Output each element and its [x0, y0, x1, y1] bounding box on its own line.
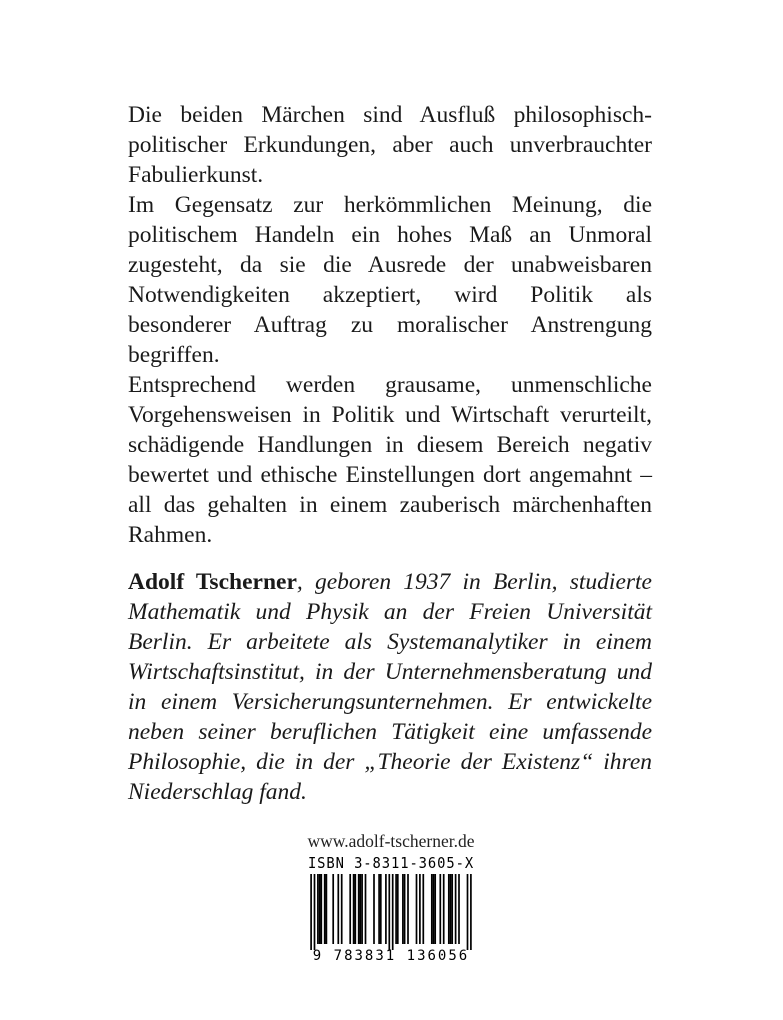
barcode-bar — [349, 874, 351, 944]
barcode-bar — [404, 874, 406, 944]
barcode-bar — [431, 874, 433, 944]
barcode-bar — [354, 874, 356, 944]
back-cover-blurb — [128, 100, 652, 550]
barcode-bar — [448, 874, 450, 944]
barcode-bar — [320, 874, 322, 944]
barcode-bar — [385, 874, 387, 944]
blurb-paragraph-2: Im Gegensatz zur herkömmlichen Meinung, die politischem Handeln ein hohes Maß an Unmoral zugesteht, da sie die Ausrede der unabweisbaren Notwendigkeiten akzeptiert, wird Politik als besonderer Auftrag zu moralischer Anstrengung begriffen. — [128, 192, 652, 368]
barcode-bar — [341, 874, 343, 944]
barcode-bar — [434, 874, 436, 944]
barcode-bar — [326, 874, 328, 944]
barcode-bar — [319, 874, 321, 944]
barcode-bar — [360, 874, 362, 944]
barcode-bar — [470, 874, 472, 950]
author-bio-text: , geboren 1937 in Berlin, studierte Mathematik und Physik an der Freien Universität Berlin. Er arbeitete als Systemanalytiker in einem Wirtschaftsinstitut, in der Unternehmensberatung und in einem Versicherungsunternehmen. Er entwickelte neben seiner beruflichen Tätigkeit eine umfassende Philosophie, die in der „Theorie der Existenz“ ihren Niederschlag fand. — [128, 569, 652, 805]
barcode-bar — [407, 874, 409, 944]
author-bio — [128, 567, 652, 807]
barcode-bar — [458, 874, 460, 944]
barcode-bar — [433, 874, 435, 944]
barcode-bar — [358, 874, 360, 944]
barcode-bar — [392, 874, 394, 950]
blurb-paragraph-3: Entsprechend werden grausame, unmenschliche Vorgehensweisen in Politik und Wirtschaft verurteilt, schädigende Handlungen in diesem Bereich negativ bewertet und ethische Einstellungen dort angemahnt – all das gehalten in einem zauberisch märchenhaften Rahmen. — [128, 372, 652, 548]
barcode-bar — [395, 874, 397, 944]
barcode-bar — [373, 874, 375, 944]
barcode-bar — [361, 874, 363, 944]
barcode-bar — [422, 874, 424, 944]
website-url: www.adolf-tscherner.de — [307, 831, 475, 851]
blurb-paragraph-1: Die beiden Märchen sind Ausfluß philosophisch-politischer Erkundungen, aber auch unverbrauchter Fabulierkunst. — [128, 102, 652, 188]
barcode-bar — [455, 874, 457, 944]
barcode — [305, 874, 477, 950]
barcode-bar — [451, 874, 453, 944]
barcode-bar — [402, 874, 404, 944]
barcode-bar — [324, 874, 326, 944]
barcode-bar — [450, 874, 452, 944]
barcode-bar — [467, 874, 469, 950]
barcode-bar — [353, 874, 355, 944]
barcode-bar — [337, 874, 339, 944]
barcode-bar — [317, 874, 319, 944]
barcode-bar — [388, 874, 390, 950]
barcode-bar — [439, 874, 441, 944]
publisher-footer — [296, 830, 486, 964]
barcode-bar — [310, 874, 312, 950]
barcode-bar — [443, 874, 445, 944]
barcode-bar — [365, 874, 367, 944]
barcode-bar — [380, 874, 382, 944]
author-name: Adolf Tscherner — [128, 569, 297, 595]
isbn-label: ISBN 3-8311-3605-X — [307, 854, 475, 872]
barcode-bar — [419, 874, 421, 944]
barcode-bar — [397, 874, 399, 944]
ean-number: 9 783831 136056 — [312, 948, 470, 964]
barcode-bar — [378, 874, 380, 944]
barcode-bar — [416, 874, 418, 944]
barcode-bar — [314, 874, 316, 950]
barcode-bar — [332, 874, 334, 944]
